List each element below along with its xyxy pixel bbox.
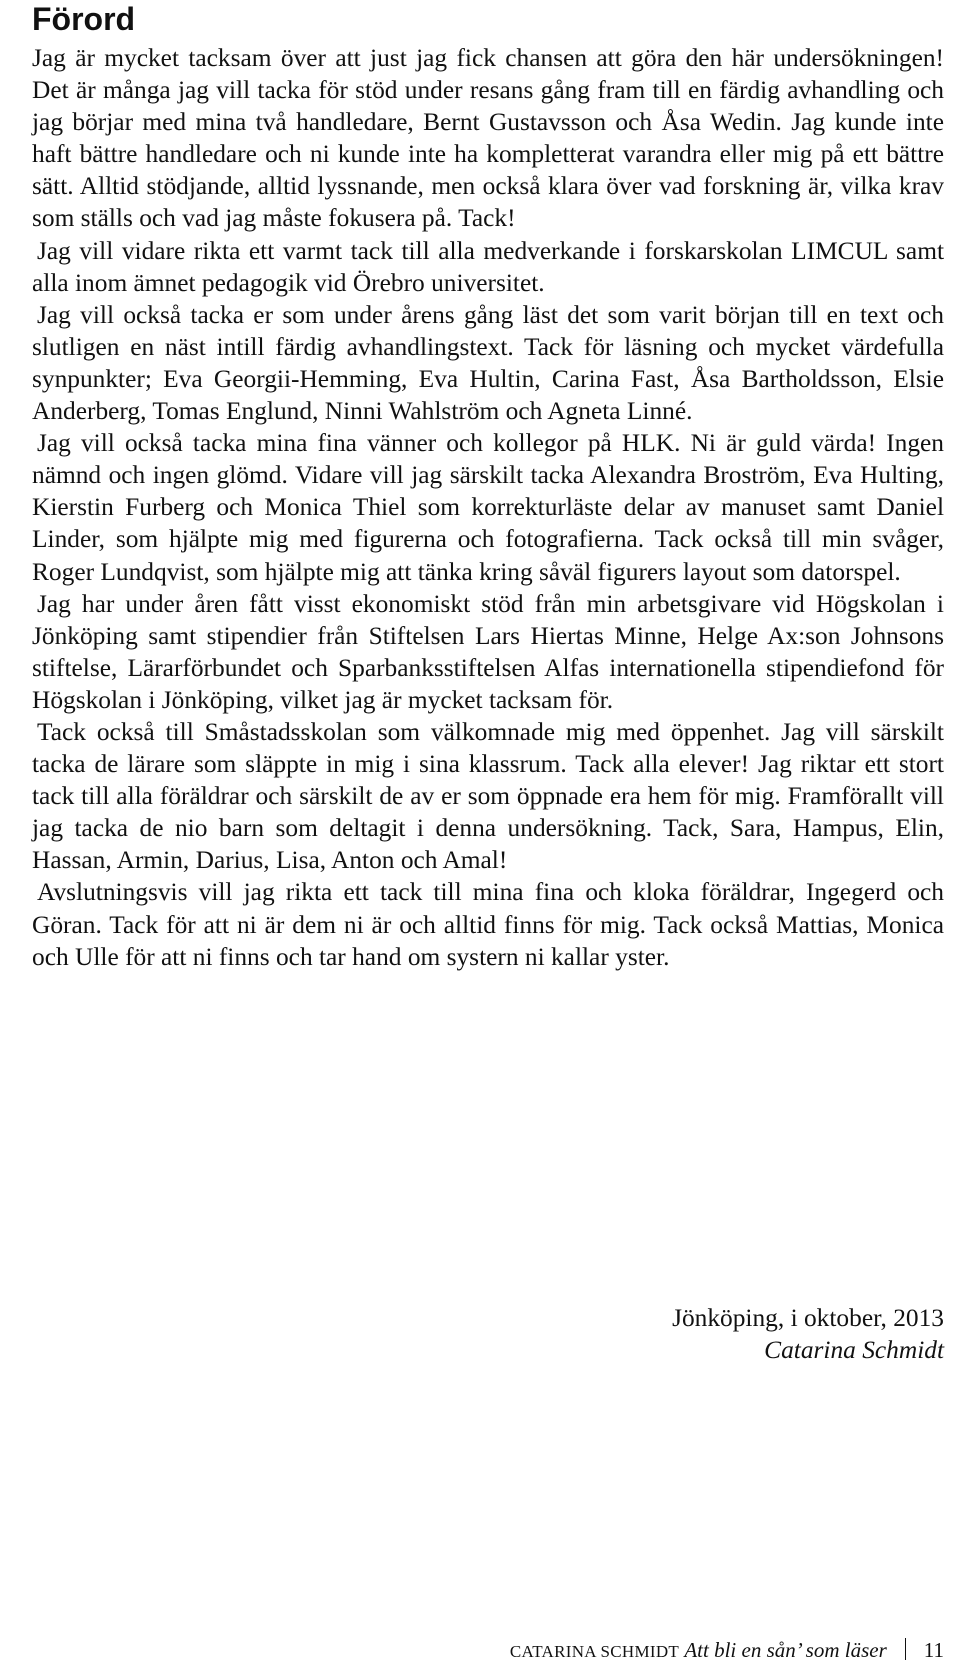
page-footer [510,1637,944,1665]
paragraph-5: Jag har under åren fått visst ekonomiskt stöd från min arbetsgivare vid Högskolan i Jönköping samt stipendier från Stiftelsen Lars Hiertas Minne, Helge Ax:son Johnsons stiftelse, Lärarförbundet och Sparbanksstiftelsen Alfas internationella stipendiefond för Högskolan i Jönköping, vilket jag är mycket tacksam för. [32,589,944,714]
paragraph-3: Jag vill också tacka er som under årens gång läst det som varit början till en text och slutligen en näst intill färdig avhandlingstext. Tack för läsning och mycket värdefulla synpunkter; Eva Georgii-Hemming, Eva Hultin, Carina Fast, Åsa Bartholdsson, Elsie Anderberg, Tomas Englund, Ninni Wahlström och Agneta Linné. [32,300,944,426]
paragraph-7: Avslutningsvis vill jag rikta ett tack till mina fina och kloka föräldrar, Ingegerd och Göran. Tack för att ni är dem ni är och alltid finns för mig. Tack också Mattias, Monica och Ulle för att ni finns och tar hand om systern ni kallar yster. [32,878,944,971]
signature-block [672,1302,944,1366]
document-page [32,0,944,1662]
preface-body [32,42,944,973]
footer-divider [905,1638,906,1660]
page-title: Förord [32,1,136,37]
page-number: 11 [923,1638,944,1662]
place-date: Jönköping, i oktober, 2013 [672,1304,944,1332]
signature-name: Catarina Schmidt [764,1336,944,1364]
paragraph-2: Jag vill vidare rikta ett varmt tack till alla medverkande i forskarskolan LIMCUL samt alla inom ämnet pedagogik vid Örebro universitet. [32,236,944,297]
footer-author: CATARINA SCHMIDT [509,1642,680,1661]
paragraph-1: Jag är mycket tacksam över att just jag fick chansen att göra den här undersökningen! Det är många jag vill tacka för stöd under resans gång fram till en färdig avhandling och jag börjar med mina två handledare, Bernt Gustavsson och Åsa Wedin. Jag kunde inte haft bättre handledare och ni kunde inte ha kompletterat varandra eller mig på ett bättre sätt. Alltid stödjande, alltid lyssnande, men också klara över vad forskning är, vilka krav som ställs och vad jag måste fokusera på. Tack! [32,44,944,233]
paragraph-6: Tack också till Småstadsskolan som välkomnade mig med öppenhet. Jag vill särskilt tacka de lärare som släppte in mig i sina klassrum. Tack alla elever! Jag riktar ett stort tack till alla föräldrar och särskilt de av er som öppnade era hem för mig. Framförallt vill jag tacka de nio barn som deltagit i denna undersökning. Tack, Sara, Hampus, Elin, Hassan, Armin, Darius, Lisa, Anton och Amal! [32,717,944,875]
footer-book-title: Att bli en sån’ som läser [684,1638,887,1662]
paragraph-4: Jag vill också tacka mina fina vänner och kollegor på HLK. Ni är guld värda! Ingen nämnd och ingen glömd. Vidare vill jag särskilt tacka Alexandra Broström, Eva Hulting, Kierstin Furberg och Monica Thiel som korrekturläste delar av manuset samt Daniel Linder, som hjälpte mig med figurerna och fotografierna. Tack också till min svåger, Roger Lundqvist, som hjälpte mig att tänka kring såväl figurers layout som datorspel. [32,429,944,586]
